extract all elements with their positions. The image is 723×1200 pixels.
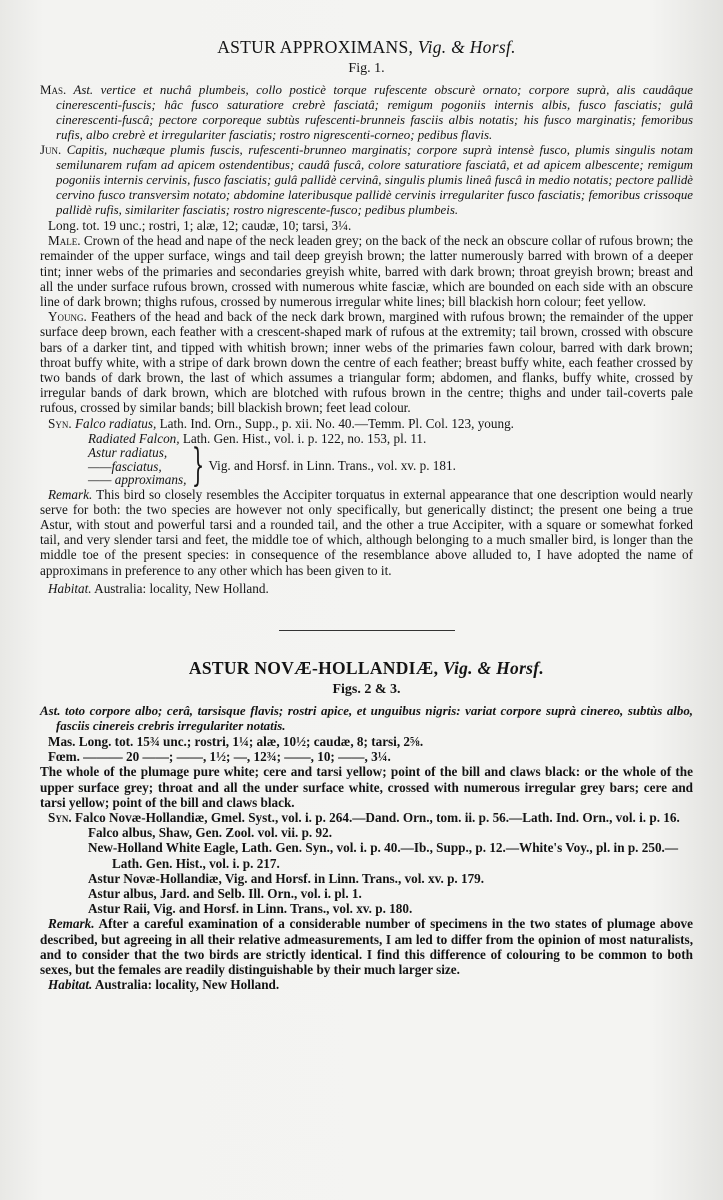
figure-label: Fig. 1. xyxy=(348,61,385,76)
habitat-label: Habitat. xyxy=(48,977,93,993)
syn2-name: Radiated Falcon, xyxy=(88,430,180,446)
title-text: ASTUR NOVÆ-HOLLANDIÆ, xyxy=(188,657,439,678)
section-divider xyxy=(279,630,455,631)
section-title xyxy=(40,36,693,58)
jun-latin-description xyxy=(40,143,693,218)
title-authors: Vig. & Horsf. xyxy=(417,37,516,57)
male-text: Crown of the head and nape of the neck leaden grey; on the back of the neck an obscure collar of rufous brown; the remainder of the upper surface, wings and tail deep greyish brown; the latter numerously barred with brown of a deeper tint; inner webs of the primaries and secondaries greyish white, barred with dark brown; throat greyish brown; breast and all the under surface rufous brown, crossed with numerous white fasciæ, which are bounded on each side with an obscure line of dark brown; thighs rufous, crossed by numerous irregular white lines; bill blackish horn colour; feet yellow. xyxy=(40,233,694,310)
remark-text: After a careful examination of a considerable number of specimens in the two states of plumage above described, but agreeing in all their relative admeasurements, I am led to differ from the opinion of most naturalists, and to consider that the two birds are strictly identical. I find this difference of colouring to be common to both sexes, but the females are readily distinguishable by their much larger size. xyxy=(40,916,693,978)
young-description xyxy=(40,309,693,415)
synonym-2: Falco albus, Shaw, Gen. Zool. vol. vii. p. 92. xyxy=(88,825,333,841)
brace-name-2: ——fasciatus, xyxy=(88,458,162,474)
syn-label: Syn. xyxy=(48,415,72,431)
remark-label: Remark. xyxy=(48,486,93,502)
brace-icon: } xyxy=(192,440,205,492)
syn1-text: Falco Novæ-Hollandiæ, Gmel. Syst., vol. i. p. 264.—Dand. Orn., tom. ii. p. 56.—Lath. Ind. Orn., vol. i. p. 16. xyxy=(74,809,680,825)
synonym-1 xyxy=(40,810,693,825)
young-text: Feathers of the head and back of the neck dark brown, margined with rufous brown; the remainder of the upper surface deep brown, each feather with a crescent-shaped mark of rufous at the extremity; tail brown, crossed with obscure bars of a darker tint, and tipped with whitish brown; inner webs of the primaries fawn colour, barred with dark brown; throat buffy white, with a stripe of dark brown down the centre of each feather; breast buffy white, each feather crossed by two bands of dark brown, the last of which assumes a triangular form; abdomen, and flanks, buffy white, crossed by irregular bands of dark brown, which are blotched with rufous brown in the centre; thighs and under tail-coverts pale rufous, crossed by similar bands; bill blackish brown; feet lead colour. xyxy=(40,309,694,416)
male-description xyxy=(40,233,693,309)
figure-label: Figs. 2 & 3. xyxy=(332,681,401,697)
habitat-2 xyxy=(40,977,693,992)
remark-label: Remark. xyxy=(48,916,95,932)
mas-text: Ast. vertice et nuchâ plumbeis, collo posticè torque rufescente obscurè ornato; corpore suprà, alis caudâque cinerescenti-fuscis; hâc fusco saturatiore crebrè fasciatâ; remigum pogoniis internis albis, fusco fasciatis; gulâ cinerescenti-fuscâ; pectore corporeque subtùs rufescenti-brunneis fasciis albis notatis; his fusco marginatis; femoribus rufis, albo crebrè et irregulariter fasciatis; rostro nigrescenti-corneo; pedibus flavis. xyxy=(56,83,693,142)
habitat-text: Australia: locality, New Holland. xyxy=(94,580,269,596)
mas-latin-description xyxy=(40,83,693,143)
brace-name-1: Astur radiatus, xyxy=(88,445,168,461)
male-label: Male. xyxy=(48,233,81,249)
section-astur-novae-hollandiae xyxy=(40,657,693,992)
jun-label: Jun. xyxy=(40,143,62,157)
synonym-2 xyxy=(40,431,693,446)
synonym-1 xyxy=(40,416,693,431)
measurements-line: Long. tot. 19 unc.; rostri, 1; alæ, 12; caudæ, 10; tarsi, 3¼. xyxy=(48,218,352,233)
brace-name-3: —— approximans, xyxy=(88,472,187,488)
remark-2 xyxy=(40,916,693,977)
synonym-6: Astur Raii, Vig. and Horsf. in Linn. Trans., vol. xv. p. 180. xyxy=(88,901,413,917)
young-label: Young. xyxy=(48,309,87,325)
synonym-3: New-Holland White Eagle, Lath. Gen. Syn., vol. i. p. 40.—Ib., Supp., p. 12.—White's Voy., pl. in p. 250.—Lath. Gen. Hist., vol. i. p. 217. xyxy=(88,840,679,871)
brace-reference: Vig. and Horsf. in Linn. Trans., vol. xv. p. 181. xyxy=(208,458,456,474)
brace-names xyxy=(88,446,186,487)
mas-measurements: Mas. Long. tot. 15¾ unc.; rostri, 1¼; alæ, 10½; caudæ, 8; tarsi, 2⅝. xyxy=(48,733,424,749)
habitat-1 xyxy=(40,581,693,596)
section-astur-approximans xyxy=(40,36,693,596)
title-text: ASTUR APPROXIMANS, xyxy=(217,37,414,57)
synonym-4: Astur Novæ-Hollandiæ, Vig. and Horsf. in Linn. Trans., vol. xv. p. 179. xyxy=(88,870,485,886)
synonym-brace-group xyxy=(88,440,693,492)
habitat-label: Habitat. xyxy=(48,580,92,596)
title-authors: Vig. & Horsf. xyxy=(442,657,545,678)
syn-label: Syn. xyxy=(48,809,72,825)
jun-text: Capitis, nuchæque plumis fuscis, rufescenti-brunneo marginatis; corpore suprà intensè fusco, plumis singulis notam semilunarem rufam ad apicem ostendentibus; caudâ fuscâ, colore saturatiore fasciatâ, et ad apicem albescente; remigum pogoniis internis cervinis, fusco fasciatis; gulâ pallidè cervinâ, singulis plumis lineâ fuscâ in medio notatis; pectore pallidè cervino fusco transversìm notato; abdomine lateribusque pallidè cervinis irregulariter fusco fasciatis; femoribus crissoque pallidè rufis, similariter fasciatis; rostro nigrescente-fusco; pedibus plumbeis. xyxy=(56,143,694,217)
syn1-name: Falco radiatus, xyxy=(74,415,157,431)
synonym-5: Astur albus, Jard. and Selb. Ill. Orn., vol. i. pl. 1. xyxy=(88,886,362,901)
syn2-ref: Lath. Gen. Hist., vol. i. p. 122, no. 153, pl. 11. xyxy=(182,430,427,446)
plumage-description: The whole of the plumage pure white; cere and tarsi yellow; point of the bill and claws black: or the whole of the upper surface grey; throat and all the under surface white, crossed with numerous irregular grey bars; cere and tarsi yellow; point of the bill and claws black. xyxy=(40,764,693,810)
remark-1 xyxy=(40,487,693,578)
section-title xyxy=(40,657,693,679)
foem-measurements: Fœm. ——— 20 ——; ——, 1½; —, 12¾; ——, 10; ——, 3¼. xyxy=(48,749,391,765)
remark-text: This bird so closely resembles the Accipiter torquatus in external appearance that one description would nearly serve for both: the two species are however not only specifically, but generically distinct; the present one being a true Astur, with stout and powerful tarsi and a rounded tail, and the other a true Accipiter, with a square or somewhat forked tail, and very slender tarsi and feet, the middle toe of which, although belonging to a much smaller bird, is longer than the middle toe of the present species: in consequence of the resemblance above alluded to, I have adopted the name of approximans in preference to any other which has been given to it. xyxy=(40,486,693,578)
latin-description: Ast. toto corpore albo; cerâ, tarsisque flavis; rostri apice, et unguibus nigris: variat corpore suprà cinereo, subtùs albo, fasciis cinereis crebris irregulariter notatis. xyxy=(40,703,693,733)
habitat-text: Australia: locality, New Holland. xyxy=(94,977,280,993)
syn1-ref: Lath. Ind. Orn., Supp., p. xii. No. 40.—Temm. Pl. Col. 123, young. xyxy=(159,415,514,431)
mas-label: Mas. xyxy=(40,83,67,97)
